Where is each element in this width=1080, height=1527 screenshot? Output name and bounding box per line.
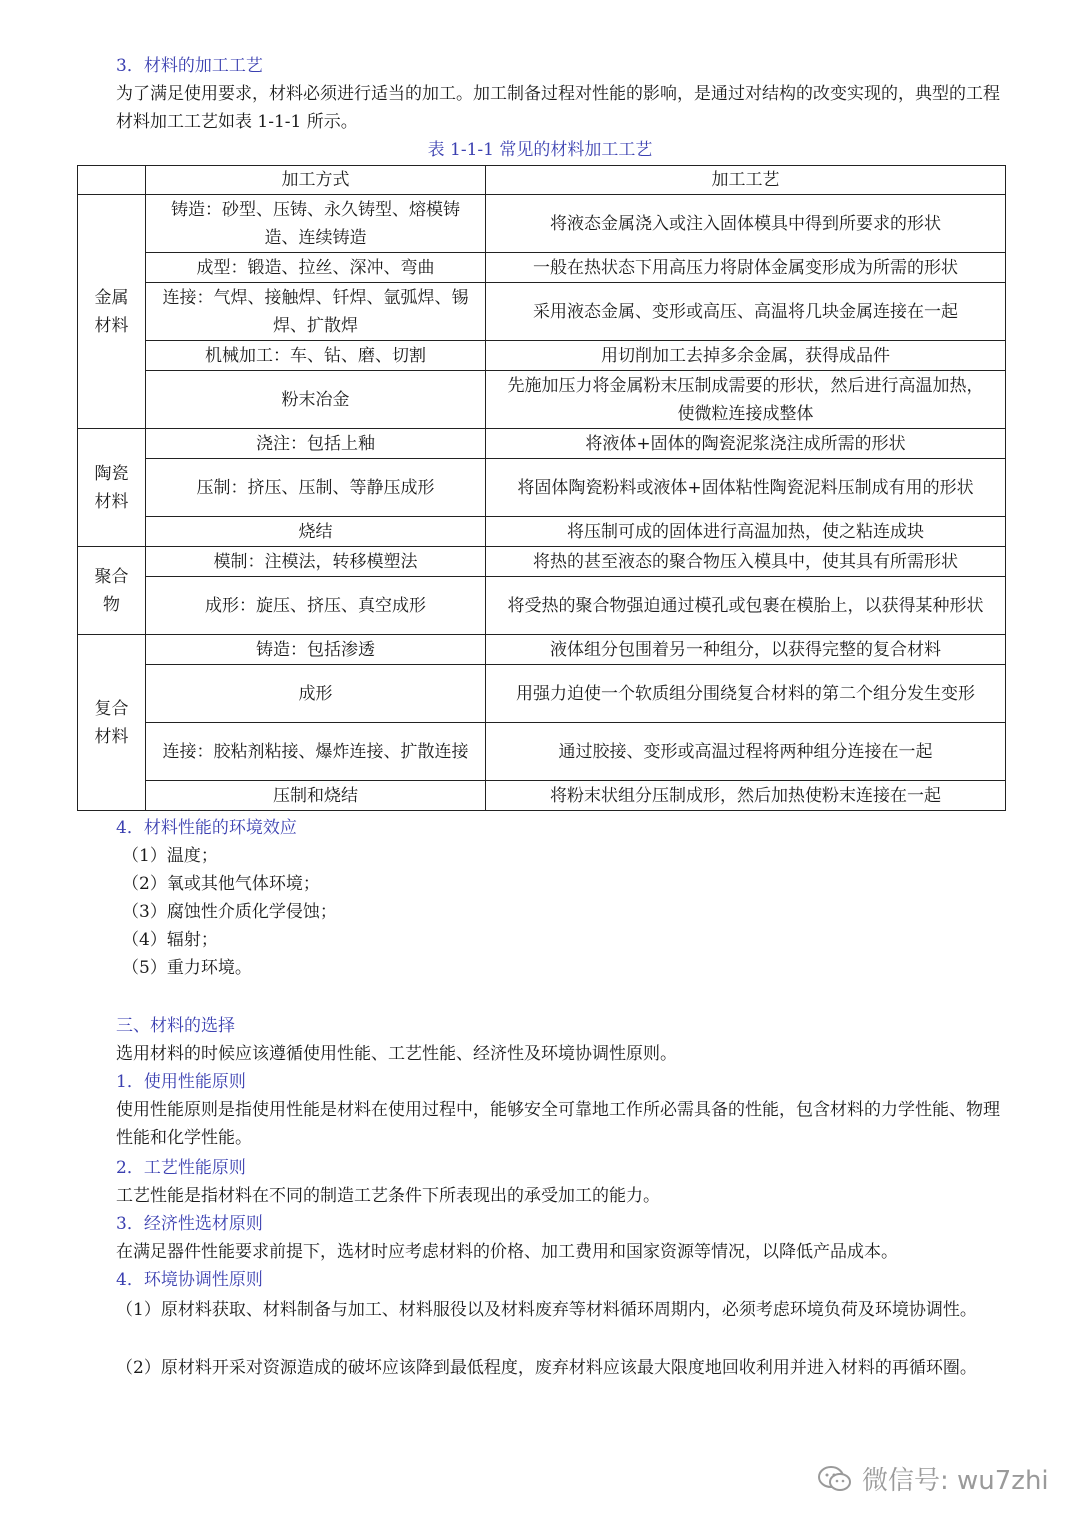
table-row <box>78 283 1006 341</box>
method-cell: 连接：胶粘剂粘接、爆炸连接、扩散连接 <box>146 723 486 781</box>
process-cell: 用切削加工去掉多余金属，获得成品件 <box>486 341 1006 371</box>
principle1-text: 使用性能原则是指使用性能是材料在使用过程中，能够安全可靠地工作所必需具备的性能，包含材料的力学性能、物理性能和化学性能。 <box>116 1100 1000 1148</box>
process-cell: 将受热的聚合物强迫通过模孔或包裹在模胎上，以获得某种形状 <box>486 577 1006 635</box>
process-cell: 将粉末状组分压制成形，然后加热使粉末连接在一起 <box>486 781 1006 811</box>
principle3-text: 在满足器件性能要求前提下，选材时应考虑材料的价格、加工费用和国家资源等情况，以降低产品成本。 <box>116 1242 898 1262</box>
method-cell: 机械加工：车、钻、磨、切割 <box>146 341 486 371</box>
section3-heading: 3．材料的加工工艺 <box>116 56 263 76</box>
table-header-row <box>78 166 1006 195</box>
section4-heading: 4．材料性能的环境效应 <box>116 818 297 838</box>
header-blank <box>78 166 146 195</box>
header-method: 加工方式 <box>146 166 486 195</box>
process-cell: 将固体陶瓷粉料或液体+固体粘性陶瓷泥料压制成有用的形状 <box>486 459 1006 517</box>
principle2-text: 工艺性能是指材料在不同的制造工艺条件下所表现出的承受加工的能力。 <box>116 1186 660 1206</box>
env-item: （4）辐射； <box>122 930 218 950</box>
process-cell: 将液体+固体的陶瓷泥浆浇注成所需的形状 <box>486 429 1006 459</box>
method-cell: 成型：锻造、拉丝、深冲、弯曲 <box>146 253 486 283</box>
section3-intro: 为了满足使用要求，材料必须进行适当的加工。加工制备过程对性能的影响，是通过对结构的改变实现的，典型的工程材料加工工艺如表 1-1-1 所示。 <box>116 84 1000 132</box>
process-cell: 将压制可成的固体进行高温加热，使之粘连成块 <box>486 517 1006 547</box>
table-row <box>78 253 1006 283</box>
watermark <box>818 1460 1049 1497</box>
selection-heading: 三、材料的选择 <box>116 1016 235 1036</box>
category-cell: 聚合物 <box>78 547 146 635</box>
table-row <box>78 723 1006 781</box>
method-cell: 粉末冶金 <box>146 371 486 429</box>
method-cell: 铸造：砂型、压铸、永久铸型、熔模铸造、连续铸造 <box>146 195 486 253</box>
header-process: 加工工艺 <box>486 166 1006 195</box>
table-row <box>78 459 1006 517</box>
method-cell: 浇注：包括上釉 <box>146 429 486 459</box>
table-row <box>78 547 1006 577</box>
category-cell: 陶瓷材料 <box>78 429 146 547</box>
table-row <box>78 665 1006 723</box>
method-cell: 模制：注模法，转移模塑法 <box>146 547 486 577</box>
method-cell: 压制和烧结 <box>146 781 486 811</box>
process-cell: 液体组分包围着另一种组分，以获得完整的复合材料 <box>486 635 1006 665</box>
process-cell: 将液态金属浇入或注入固体模具中得到所要求的形状 <box>486 195 1006 253</box>
env-item: （5）重力环境。 <box>122 958 252 978</box>
table-row <box>78 635 1006 665</box>
principle2-heading: 2．工艺性能原则 <box>116 1158 246 1178</box>
principle4-item1: （1）原材料获取、材料制备与加工、材料服役以及材料废弃等材料循环周期内，必须考虑环境负荷及环境协调性。 <box>116 1300 977 1320</box>
process-cell: 用强力迫使一个软质组分围绕复合材料的第二个组分发生变形 <box>486 665 1006 723</box>
table-row <box>78 781 1006 811</box>
table-row <box>78 577 1006 635</box>
category-cell: 金属材料 <box>78 195 146 429</box>
method-cell: 成形：旋压、挤压、真空成形 <box>146 577 486 635</box>
table-row <box>78 195 1006 253</box>
table-caption: 表 1-1-1 常见的材料加工工艺 <box>427 140 653 160</box>
process-cell: 一般在热状态下用高压力将尉体金属变形成为所需的形状 <box>486 253 1006 283</box>
method-cell: 成形 <box>146 665 486 723</box>
table-row <box>78 371 1006 429</box>
env-item: （2）氧或其他气体环境； <box>122 874 320 894</box>
method-cell: 压制：挤压、压制、等静压成形 <box>146 459 486 517</box>
processing-table <box>77 165 1006 811</box>
process-cell: 先施加压力将金属粉末压制成需要的形状，然后进行高温加热，使微粒连接成整体 <box>486 371 1006 429</box>
principle4-item2: （2）原材料开采对资源造成的破坏应该降到最低程度，废弃材料应该最大限度地回收利用并进入材料的再循环圈。 <box>116 1358 977 1378</box>
table-row <box>78 517 1006 547</box>
principle4-heading: 4．环境协调性原则 <box>116 1270 263 1290</box>
method-cell: 铸造：包括渗透 <box>146 635 486 665</box>
wechat-icon <box>818 1465 852 1493</box>
process-cell: 将热的甚至液态的聚合物压入模具中，使其具有所需形状 <box>486 547 1006 577</box>
principle1-heading: 1．使用性能原则 <box>116 1072 246 1092</box>
selection-intro: 选用材料的时候应该遵循使用性能、工艺性能、经济性及环境协调性原则。 <box>116 1044 677 1064</box>
process-cell: 通过胶接、变形或高温过程将两种组分连接在一起 <box>486 723 1006 781</box>
method-cell: 连接：气焊、接触焊、钎焊、氩弧焊、锡焊、扩散焊 <box>146 283 486 341</box>
table-row <box>78 341 1006 371</box>
method-cell: 烧结 <box>146 517 486 547</box>
env-item: （3）腐蚀性介质化学侵蚀； <box>122 902 337 922</box>
table-row <box>78 429 1006 459</box>
principle3-heading: 3．经济性选材原则 <box>116 1214 263 1234</box>
watermark-text: 微信号: wu7zhi <box>862 1466 1049 1496</box>
process-cell: 采用液态金属、变形或高压、高温将几块金属连接在一起 <box>486 283 1006 341</box>
category-cell: 复合材料 <box>78 635 146 811</box>
env-item: （1）温度； <box>122 846 218 866</box>
